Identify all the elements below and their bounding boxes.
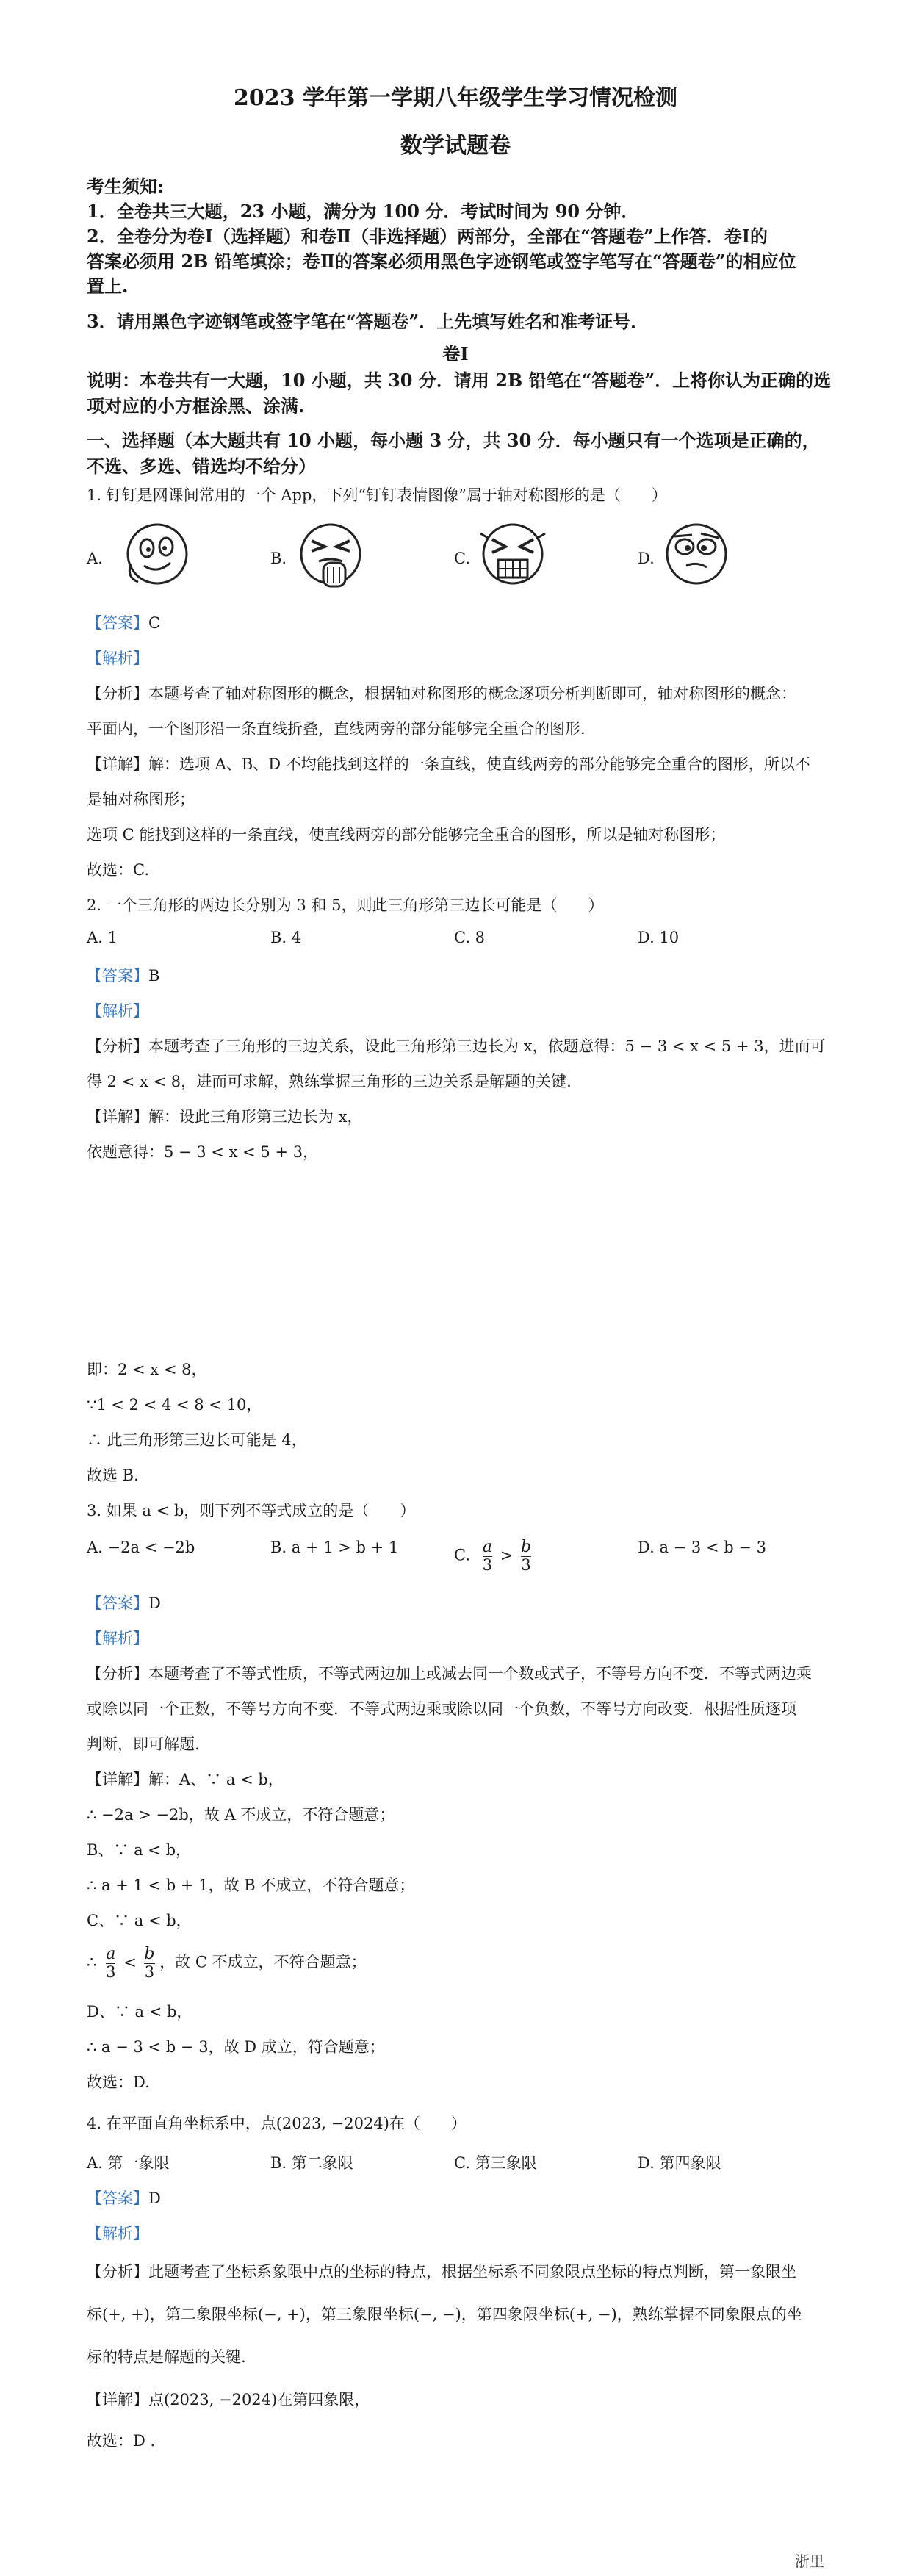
q1-detail-3: 选项 C 能找到这样的一条直线，使直线两旁的部分能够完全重合的图形，所以是轴对称图形； [87, 826, 726, 843]
q4-option-b: B. 第二象限 [270, 2154, 353, 2172]
q3-detail-3: B、∵ a < b， [87, 1841, 192, 1859]
q2-conclusion: 故选 B. [87, 1467, 139, 1484]
q2-step-3: ∴ 此三角形第三边长可能是 4， [87, 1431, 307, 1449]
q2-option-c: C. 8 [454, 929, 486, 946]
q4-analysis-1: 【分析】此题考查了坐标系象限中点的坐标的特点，根据坐标系不同象限点坐标的特点判断，第一象限坐 [87, 2263, 796, 2281]
part1-desc2: 项对应的小方框涂黑、涂满. [87, 395, 305, 417]
q2-option-d: D. 10 [638, 929, 680, 946]
q1-option-c: C. [454, 550, 470, 567]
q2-analysis-tag: 【解析】 [87, 1002, 148, 1020]
q2-stem: 2. 一个三角形的两边长分别为 3 和 5，则此三角形第三边长可能是（ ） [87, 896, 604, 914]
notice-heading: 考生须知: [87, 176, 164, 197]
notice-line2b: 答案必须用 2B 铅笔填涂；卷Ⅱ的答案必须用黑色字迹钢笔或签字笔写在“答题卷”的相应位 [87, 251, 796, 272]
q3-detail-5: C、∵ a < b， [87, 1912, 192, 1929]
q4-option-a: A. 第一象限 [87, 2154, 170, 2172]
q3-option-c-frac-a: $\frac{a}{3}$ [482, 1538, 493, 1575]
part1-desc1: 说明：本卷共有一大题，10 小题，共 30 分．请用 2B 铅笔在“答题卷”．上将你认为正确的选 [87, 370, 832, 391]
q3-option-b: B. a + 1 > b + 1 [270, 1539, 399, 1556]
q1-analysis-2: 平面内，一个图形沿一条直线折叠，直线两旁的部分能够完全重合的图形. [87, 720, 586, 738]
q2-analysis-2: 得 2 < x < 8，进而可求解，熟练掌握三角形的三边关系是解题的关键. [87, 1073, 572, 1090]
q1-stem: 1. 钉钉是网课间常用的一个 App，下列“钉钉表情图像”属于轴对称图形的是（ ） [87, 486, 667, 504]
q2-option-b: B. 4 [270, 929, 302, 946]
q2-analysis-1: 【分析】本题考查了三角形的三边关系，设此三角形第三边长为 x，依题意得：5 − 3 < x < 5 + 3，进而可 [87, 1037, 826, 1055]
q3-detail-6-frac-a: $\frac{a}{3}$ [106, 1945, 116, 1982]
q3-detail-8: ∴ a − 3 < b − 3，故 D 成立，符合题意； [87, 2038, 385, 2056]
q1-analysis-tag: 【解析】 [87, 650, 148, 667]
q2-answer: 【答案】B [87, 967, 160, 985]
footer-watermark: 浙里 [795, 2552, 824, 2570]
q3-option-c-label: C. [454, 1546, 470, 1564]
q2-detail-2: 依题意得：5 − 3 < x < 5 + 3， [87, 1143, 319, 1161]
q2-option-a: A. 1 [87, 929, 118, 946]
q1-detail-2: 是轴对称图形； [87, 791, 195, 808]
smiley-face-icon [123, 519, 190, 589]
q4-analysis-tag: 【解析】 [87, 2225, 148, 2242]
q1-option-a: A. [87, 550, 103, 567]
q4-option-c: C. 第三象限 [454, 2154, 537, 2172]
q3-option-d: D. a − 3 < b − 3 [638, 1539, 766, 1556]
notice-line3: 3．请用黑色字迹钢笔或签字笔在“答题卷”．上先填写姓名和准考证号． [87, 311, 649, 332]
q3-option-c-frac-b: $\frac{b}{3}$ [521, 1538, 532, 1575]
notice-line2c: 置上. [87, 276, 129, 297]
section1-heading-cont: 不选、多选、错选均不给分） [87, 456, 316, 477]
page-subtitle: 数学试题卷 [400, 133, 511, 159]
section1-heading: 一、选择题（本大题共有 10 小题，每小题 3 分，共 30 分．每小题只有一个选项是正确的， [87, 430, 820, 451]
notice-line1: 1．全卷共三大题，23 小题，满分为 100 分．考试时间为 90 分钟． [87, 201, 639, 222]
q4-answer: 【答案】D [87, 2190, 161, 2207]
q1-option-d: D. [638, 550, 655, 567]
q4-analysis-2: 标(+, +)，第二象限坐标(−, +)，第三象限坐标(−, −)，第四象限坐标(+, −)，熟练掌握不同象限点的坐 [87, 2306, 802, 2323]
q3-conclusion: 故选：D. [87, 2073, 150, 2091]
q3-detail-2: ∴ −2a > −2b，故 A 不成立，不符合题意； [87, 1806, 395, 1824]
q3-detail-1: 【详解】解：A、∵ a < b， [87, 1771, 284, 1788]
q4-stem: 4. 在平面直角坐标系中，点(2023, −2024)在（ ） [87, 2115, 467, 2132]
q3-detail-6: ∴ $\frac{a}{3}$ < $\frac{b}{3}$ ，故 C 不成立，不符合题意； [87, 1945, 367, 1982]
q3-analysis-3: 判断，即可解题. [87, 1735, 200, 1753]
q3-analysis-tag: 【解析】 [87, 1630, 148, 1647]
q2-detail-1: 【详解】解：设此三角形第三边长为 x， [87, 1108, 363, 1126]
q3-detail-7: D、∵ a < b， [87, 2003, 192, 2021]
q3-analysis-1: 【分析】本题考查了不等式性质，不等式两边加上或减去同一个数或式子，不等号方向不变．不等式两边乘 [87, 1665, 812, 1683]
q4-conclusion: 故选：D . [87, 2432, 156, 2450]
q3-stem: 3. 如果 a < b，则下列不等式成立的是（ ） [87, 1502, 416, 1519]
q3-analysis-2: 或除以同一个正数，不等号方向不变．不等式两边乘或除以同一个负数，不等号方向改变．根据性质逐项 [87, 1700, 796, 1718]
q2-step-2: ∵1 < 2 < 4 < 8 < 10， [87, 1396, 262, 1414]
q3-option-c: C. $\frac{a}{3}$ > $\frac{b}{3}$ [454, 1538, 532, 1575]
q1-conclusion: 故选：C. [87, 861, 149, 879]
q1-detail-1: 【详解】解：选项 A、B、D 不均能找到这样的一条直线，使直线两旁的部分能够完全重合的图形，所以不 [87, 755, 810, 773]
q3-option-a: A. −2a < −2b [87, 1539, 195, 1556]
q4-detail: 【详解】点(2023, −2024)在第四象限， [87, 2391, 370, 2408]
page-title: 2023 学年第一学期八年级学生学习情况检测 [234, 85, 677, 111]
q4-option-d: D. 第四象限 [638, 2154, 721, 2172]
covering-mouth-face-icon [294, 519, 367, 591]
q2-step-1: 即：2 < x < 8， [87, 1361, 207, 1378]
q4-analysis-3: 标的特点是解题的关键. [87, 2348, 246, 2366]
q3-answer: 【答案】D [87, 1594, 161, 1612]
q3-detail-6-frac-b: $\frac{b}{3}$ [144, 1945, 155, 1982]
part1-label: 卷Ⅰ [442, 343, 469, 364]
notice-line2a: 2．全卷分为卷Ⅰ（选择题）和卷Ⅱ（非选择题）两部分，全部在“答题卷”上作答．卷Ⅰ的 [87, 226, 768, 247]
q1-answer: 【答案】C [87, 614, 161, 632]
skeptical-face-icon [660, 519, 733, 589]
q3-detail-4: ∴ a + 1 < b + 1，故 B 不成立，不符合题意； [87, 1877, 415, 1894]
q1-analysis-1: 【分析】本题考查了轴对称图形的概念，根据轴对称图形的概念逐项分析判断即可，轴对称图形的概念： [87, 685, 796, 702]
q1-option-b: B. [270, 550, 287, 567]
squinting-face-icon [476, 519, 550, 591]
